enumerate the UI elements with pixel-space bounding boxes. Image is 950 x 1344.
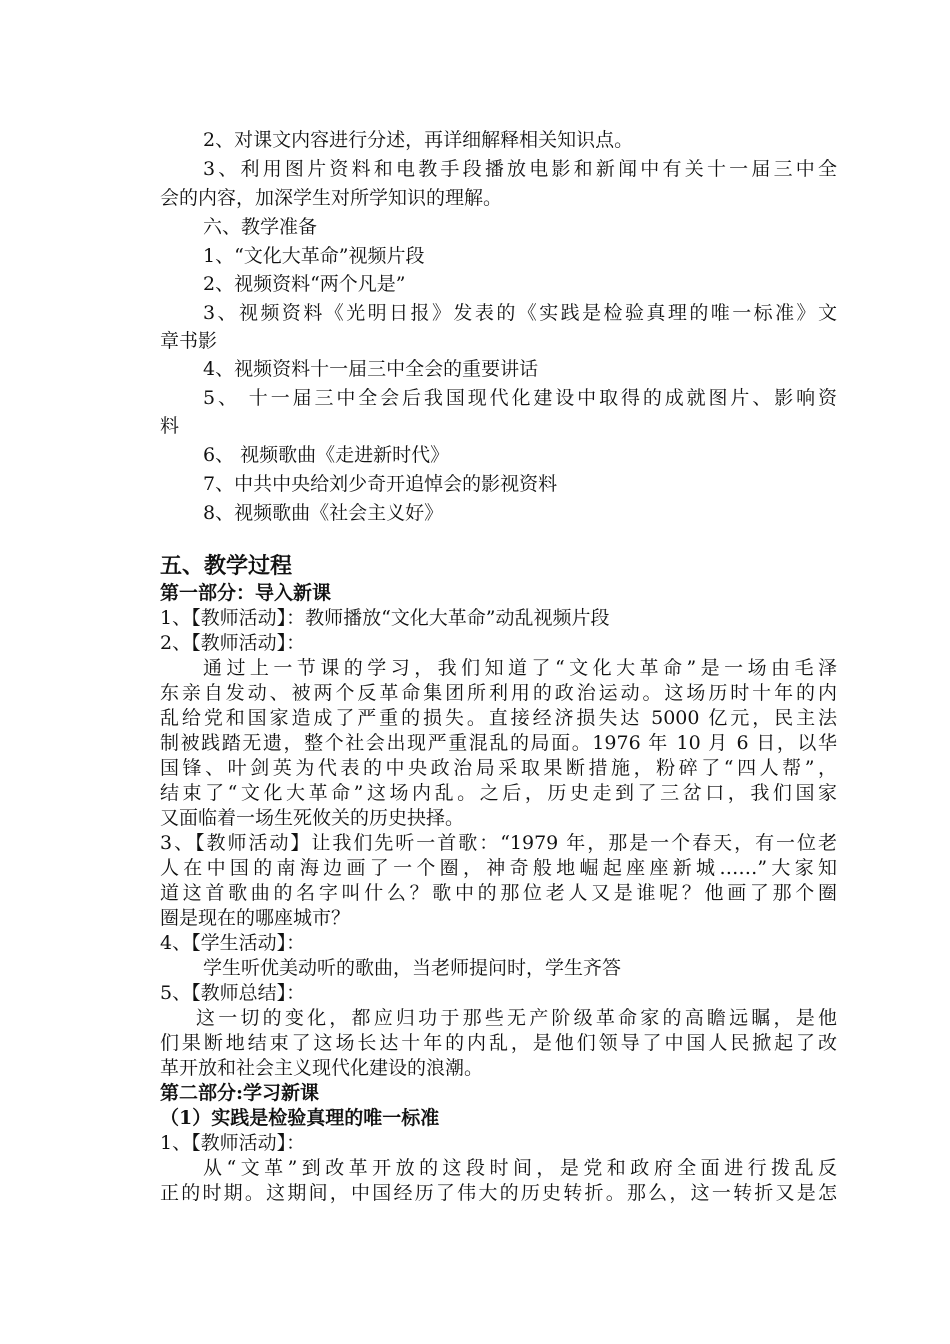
- step-5-body-line: 这一切的变化，都应归功于那些无产阶级革命家的高瞻远瞩，是他: [196, 1007, 837, 1029]
- step-2-label: 2、【教师活动】：: [160, 632, 306, 654]
- step-2-body-line: 国锋、叶剑英为代表的中央政治局采取果断措施，粉碎了“四人帮”，: [160, 757, 837, 779]
- teacher-activity-1-body-line: 从“文革”到改革开放的这段时间，是党和政府全面进行拨乱反: [203, 1157, 837, 1179]
- prep-item-1: 1、“文化大革命”视频片段: [203, 245, 425, 267]
- plan-item-3-line2: 会的内容，加深学生对所学知识的理解。: [160, 187, 503, 209]
- plan-item-2: 2、对课文内容进行分述，再详细解释相关知识点。: [203, 129, 634, 151]
- step-1: 1、【教师活动】：教师播放“文化大革命”动乱视频片段: [160, 607, 610, 629]
- step-3-line: 道这首歌曲的名字叫什么？歌中的那位老人又是谁呢？他画了那个圈: [160, 882, 837, 904]
- step-2-body-line: 制被践踏无遗，整个社会出现严重混乱的局面。1976 年 10 月 6 日，以华: [160, 732, 837, 754]
- prep-item-3-line2: 章书影: [160, 330, 218, 352]
- step-3-line: 人在中国的南海边画了一个圈，神奇般地崛起座座新城……”大家知: [160, 857, 837, 879]
- step-2-body-line: 乱给党和国家造成了严重的损失。直接经济损失达 5000 亿元，民主法: [160, 707, 837, 729]
- step-2-body-line: 东亲自发动、被两个反革命集团所利用的政治运动。这场历时十年的内: [160, 682, 837, 704]
- prep-heading: 六、教学准备: [203, 216, 318, 238]
- part1-heading: 第一部分：导入新课: [160, 582, 332, 604]
- prep-item-5-line1: 5、 十一届三中全会后我国现代化建设中取得的成就图片、影响资: [203, 387, 837, 409]
- part2-heading: 第二部分:学习新课: [160, 1082, 320, 1104]
- step-3-line: 圈是现在的哪座城市？: [160, 907, 351, 929]
- step-2-body-line: 结束了“文化大革命”这场内乱。之后，历史走到了三岔口，我们国家: [160, 782, 837, 804]
- teacher-activity-1-label: 1、【教师活动】：: [160, 1132, 306, 1154]
- step-5-label: 5、【教师总结】：: [160, 982, 306, 1004]
- prep-item-6: 6、 视频歌曲《走进新时代》: [203, 444, 450, 466]
- step-4-label: 4、【学生活动】：: [160, 932, 306, 954]
- prep-item-2: 2、视频资料“两个凡是”: [203, 273, 406, 295]
- prep-item-4: 4、视频资料十一届三中全会的重要讲话: [203, 358, 539, 380]
- prep-item-7: 7、中共中央给刘少奇开追悼会的影视资料: [203, 473, 558, 495]
- subsection-heading-1: （1）实践是检验真理的唯一标准: [160, 1107, 440, 1129]
- prep-item-8: 8、视频歌曲《社会主义好》: [203, 502, 444, 524]
- section-heading-process: 五、教学过程: [160, 553, 293, 579]
- step-5-body-line: 们果断地结束了这场长达十年的内乱，是他们领导了中国人民掀起了改: [160, 1032, 837, 1054]
- prep-item-5-line2: 料: [160, 415, 180, 437]
- step-2-body-line: 又面临着一场生死攸关的历史抉择。: [160, 807, 465, 829]
- plan-item-3-line1: 3、利用图片资料和电教手段播放电影和新闻中有关十一届三中全: [203, 158, 837, 180]
- step-5-body-line: 革开放和社会主义现代化建设的浪潮。: [160, 1057, 484, 1079]
- teacher-activity-1-body-line: 正的时期。这期间，中国经历了伟大的历史转折。那么，这一转折又是怎: [160, 1182, 837, 1204]
- step-4-body: 学生听优美动听的歌曲，当老师提问时，学生齐答: [203, 957, 622, 979]
- prep-item-3-line1: 3、视频资料《光明日报》发表的《实践是检验真理的唯一标准》文: [203, 302, 837, 324]
- step-3-line: 3、【教师活动】让我们先听一首歌：“1979 年，那是一个春天，有一位老: [160, 832, 837, 854]
- step-2-body-line: 通过上一节课的学习，我们知道了“文化大革命”是一场由毛泽: [203, 657, 837, 679]
